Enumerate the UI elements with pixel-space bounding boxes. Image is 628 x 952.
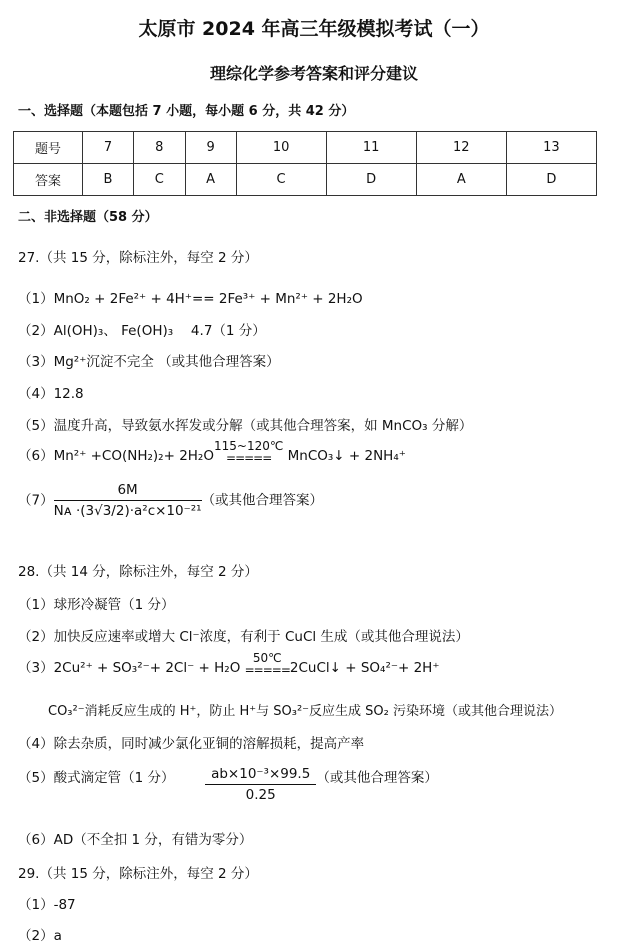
q27-answer-4: （4）12.8 [18, 386, 84, 402]
q28-answer-4: （4）除去杂质，同时减少氯化亚铜的溶解损耗，提高产率 [18, 736, 365, 752]
q28-answer-3 [18, 652, 439, 676]
question-number: 11 [326, 132, 416, 164]
q27-answer-1: （1）MnO₂ + 2Fe²⁺ + 4H⁺== 2Fe³⁺ + Mn²⁺ + 2H₂O [18, 291, 363, 307]
question-number: 9 [185, 132, 236, 164]
reaction-equals: ===== [226, 451, 272, 465]
question-number: 12 [416, 132, 506, 164]
answer-table [13, 131, 597, 196]
row-label-questions: 题号 [14, 132, 83, 164]
fraction-numerator: ab×10⁻³×99.5 [205, 766, 316, 785]
q27-answer-6 [18, 440, 406, 464]
page-title: 太原市 2024 年高三年级模拟考试（一） [138, 18, 490, 40]
page-subtitle: 理综化学参考答案和评分建议 [209, 64, 418, 83]
answer-cell: A [185, 164, 236, 196]
answer-cell: C [133, 164, 185, 196]
q27-a7-note: （或其他合理答案） [201, 492, 324, 509]
q28-answer-5 [18, 766, 438, 803]
row-label-answers: 答案 [14, 164, 83, 196]
question-number: 7 [83, 132, 134, 164]
q27-a7-fraction [54, 482, 202, 519]
q28-a5-fraction [205, 766, 316, 803]
q27-a6-products: MnCO₃↓ + 2NH₄⁺ [283, 448, 406, 464]
section1-heading: 一、选择题（本题包括 7 小题，每小题 6 分，共 42 分） [18, 104, 355, 119]
table-row-answers [14, 164, 597, 196]
section2-heading: 二、非选择题（58 分） [18, 210, 158, 225]
q28-answer-2: （2）加快反应速率或增大 Cl⁻浓度，有利于 CuCl 生成（或其他合理说法） [18, 629, 469, 645]
answer-cell: B [83, 164, 134, 196]
q28-a3-products: 2CuCl↓ + SO₄²⁻+ 2H⁺ [289, 660, 440, 676]
fraction-denominator: 0.25 [245, 787, 276, 803]
question-number: 8 [133, 132, 185, 164]
q28-answer-1: （1）球形冷凝管（1 分） [18, 597, 175, 613]
q29-heading: 29.（共 15 分，除标注外，每空 2 分） [18, 866, 258, 882]
q28-answer-6: （6）AD（不全扣 1 分，有错为零分） [18, 832, 253, 848]
fraction-numerator: 6M [54, 482, 202, 501]
q28-a3-reactants: （3）2Cu²⁺ + SO₃²⁻+ 2Cl⁻ + H₂O [18, 660, 245, 676]
q27-a6-reactants: （6）Mn²⁺ +CO(NH₂)₂+ 2H₂O [18, 448, 214, 464]
reaction-equals: ===== [244, 663, 290, 677]
question-number: 13 [506, 132, 596, 164]
fraction-denominator: Nᴀ ·(3√3/2)·a²c×10⁻²¹ [53, 503, 202, 519]
answer-cell: C [236, 164, 326, 196]
q27-answer-3: （3）Mg²⁺沉淀不完全 （或其他合理答案） [18, 354, 280, 370]
question-number: 10 [236, 132, 326, 164]
q27-answer-7 [18, 482, 323, 519]
q28-heading: 28.（共 14 分，除标注外，每空 2 分） [18, 564, 258, 580]
q28-answer-3-explanation: CO₃²⁻消耗反应生成的 H⁺，防止 H⁺与 SO₃²⁻反应生成 SO₂ 污染环境（或其他合理说法） [48, 704, 562, 719]
reaction-arrow [214, 440, 283, 464]
answer-cell: A [416, 164, 506, 196]
q29-answer-2: （2）a [18, 928, 62, 944]
answer-cell: D [506, 164, 596, 196]
q27-answer-5: （5）温度升高，导致氨水挥发或分解（或其他合理答案，如 MnCO₃ 分解） [18, 418, 473, 434]
answer-cell: D [326, 164, 416, 196]
q27-answer-2: （2）Al(OH)₃、 Fe(OH)₃ 4.7（1 分） [18, 323, 266, 339]
q27-heading: 27.（共 15 分，除标注外，每空 2 分） [18, 250, 258, 266]
q28-a5-label: （5）酸式滴定管（1 分） [18, 770, 175, 786]
q28-a5-note: （或其他合理答案） [316, 770, 438, 786]
table-row-questions [14, 132, 597, 164]
q27-a7-label: （7） [18, 492, 54, 509]
reaction-arrow [245, 652, 290, 676]
q29-answer-1: （1）-87 [18, 897, 76, 913]
reaction-condition: 50℃ [252, 651, 282, 665]
reaction-condition: 115~120℃ [213, 439, 284, 453]
